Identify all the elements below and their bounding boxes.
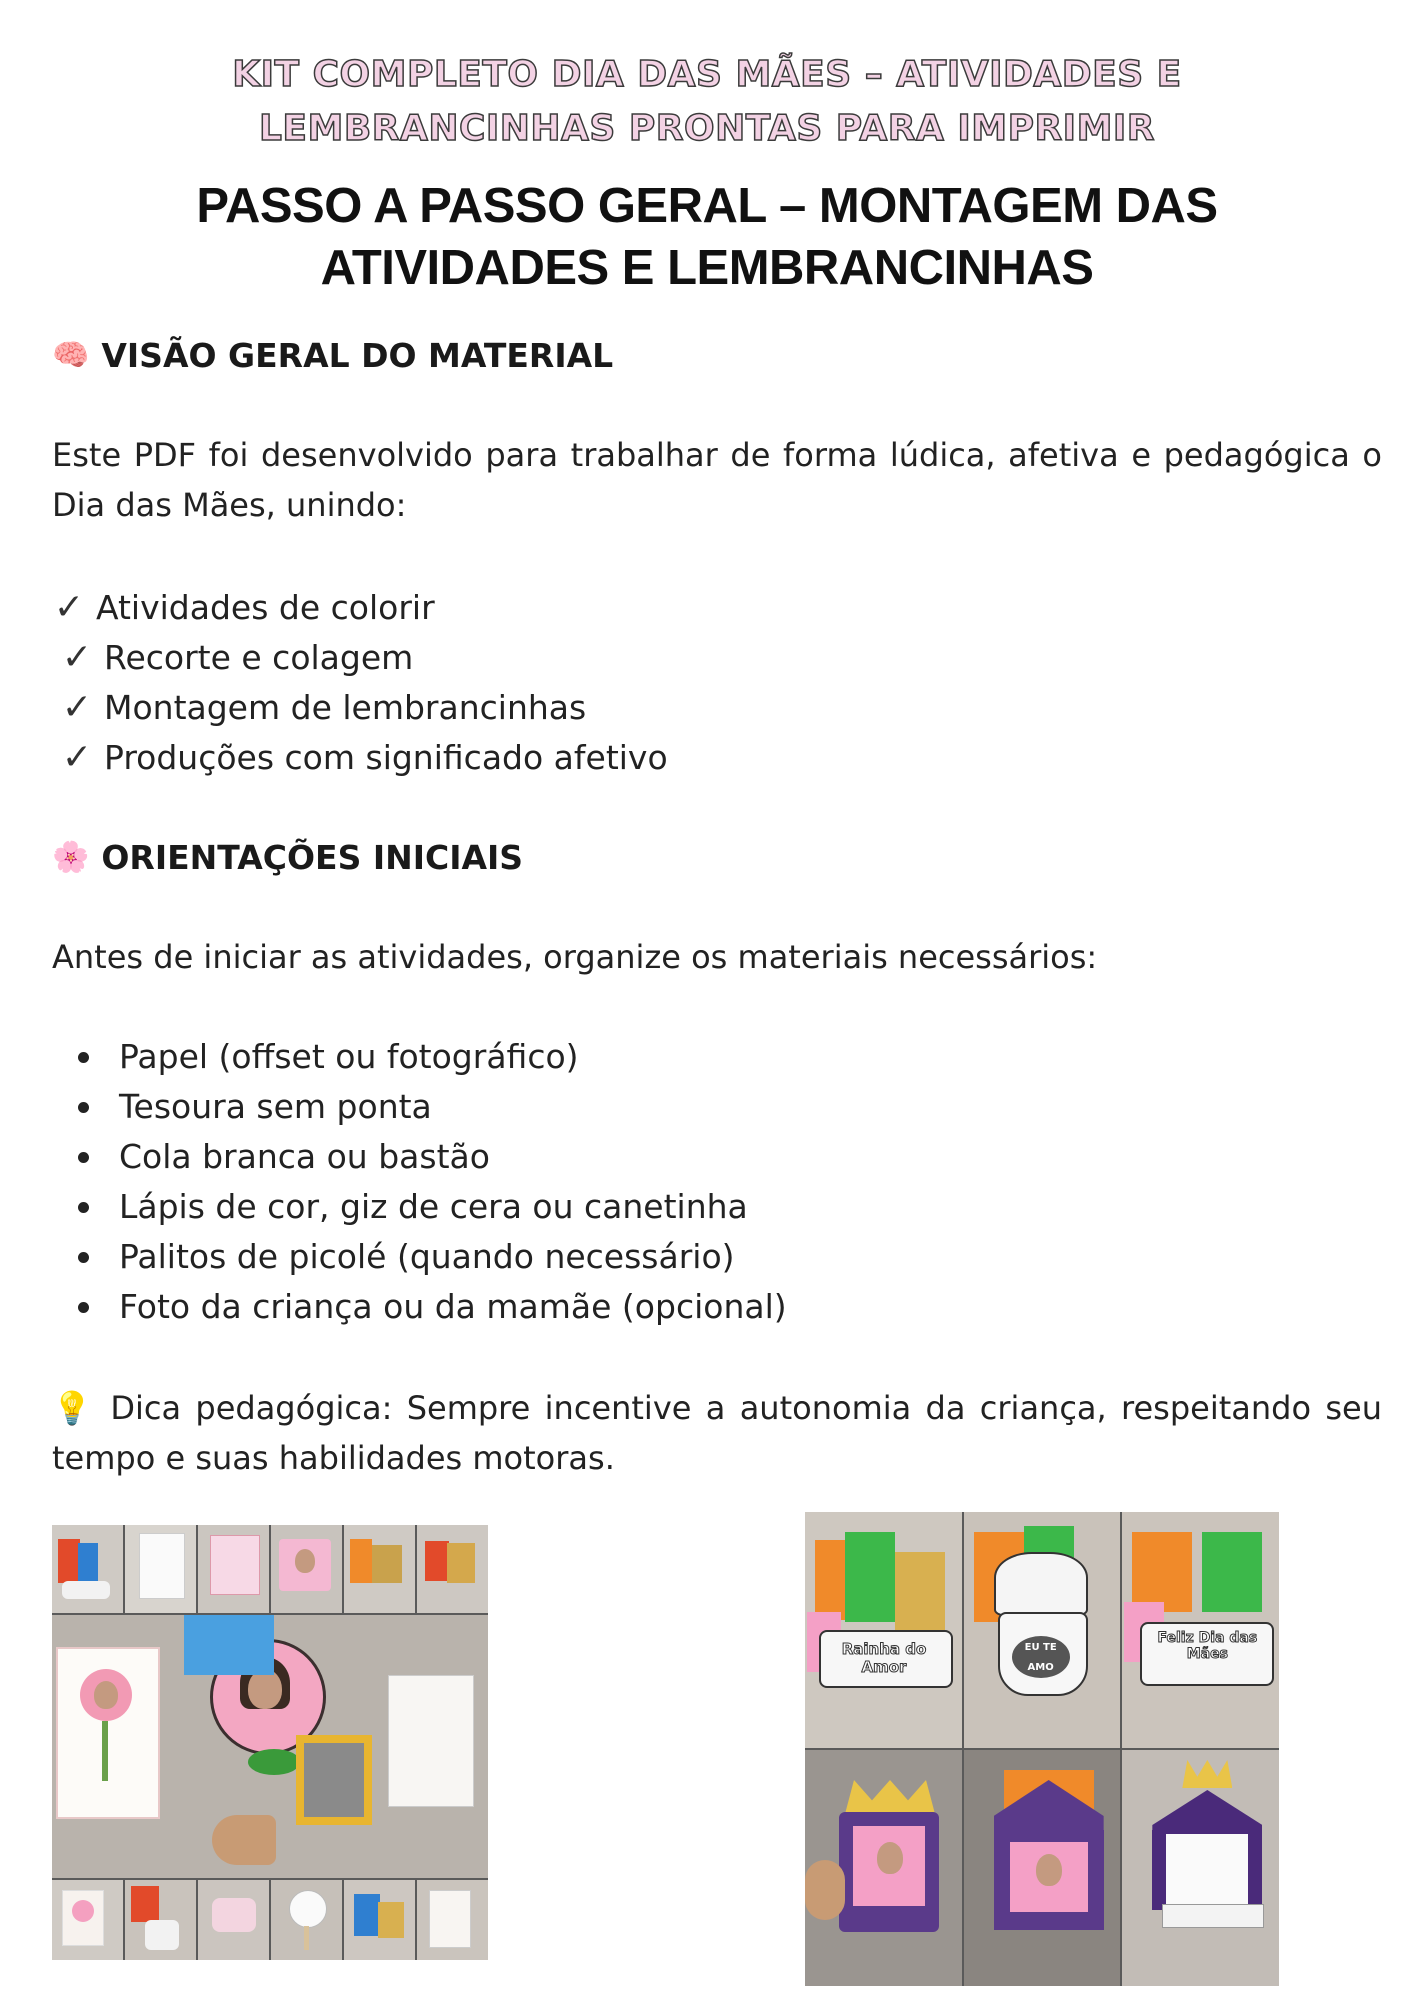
check-icon: ✓ [53, 587, 85, 628]
list-item: Foto da criança ou da mamãe (opcional) [78, 1282, 787, 1332]
overview-intro: Este PDF foi desenvolvido para trabalhar de forma lúdica, afetiva e pedagógica o Dia das Mães, unindo: [52, 436, 1382, 524]
collage-photo [52, 1880, 123, 1960]
kit-title-line-2: LEMBRANCINHAS PRONTAS PARA IMPRIMIR [258, 108, 1156, 149]
overview-heading [52, 336, 613, 375]
list-item: Palitos de picolé (quando necessário) [78, 1232, 787, 1282]
tip-text: Dica pedagógica: Sempre incentive a autonomia da criança, respeitando seu tempo e suas habilidades motoras. [52, 1389, 1383, 1477]
list-item: ✓ Atividades de colorir [52, 583, 668, 633]
page-title-line-1: PASSO A PASSO GERAL – MONTAGEM DAS [196, 179, 1218, 233]
bullet-icon [78, 1152, 89, 1163]
list-item: Papel (offset ou fotográfico) [78, 1032, 787, 1082]
initial-intro: Antes de iniciar as atividades, organize os materiais necessários: [52, 938, 1098, 976]
materials-list [78, 1032, 787, 1332]
check-icon: ✓ [61, 637, 93, 678]
list-item: Tesoura sem ponta [78, 1082, 787, 1132]
bullet-icon [78, 1252, 89, 1263]
crown-label: Feliz Dia das Mães [1157, 1630, 1258, 1662]
collage-photo [125, 1525, 196, 1613]
brain-icon: 🧠 [52, 337, 90, 373]
kit-title [0, 48, 1414, 156]
right-photo-collage [805, 1512, 1279, 1986]
collage-photo [805, 1512, 962, 1748]
collage-photo [198, 1525, 269, 1613]
check-icon: ✓ [61, 687, 93, 728]
kit-title-line-1: KIT COMPLETO DIA DAS MÃES – ATIVIDADES E [232, 54, 1182, 95]
collage-photo [125, 1880, 196, 1960]
left-photo-collage [52, 1525, 488, 1960]
list-item: ✓ Montagem de lembrancinhas [52, 683, 668, 733]
collage-photo [198, 1880, 269, 1960]
list-item: ✓ Recorte e colagem [52, 633, 668, 683]
page-title [0, 175, 1414, 299]
bullet-icon [78, 1202, 89, 1213]
overview-heading-text: VISÃO GERAL DO MATERIAL [101, 336, 614, 375]
initial-heading-text: ORIENTAÇÕES INICIAIS [101, 838, 524, 877]
initial-heading [52, 838, 523, 877]
crown-label: Rainha do Amor [841, 1640, 927, 1676]
bullet-icon [78, 1102, 89, 1113]
check-icon: ✓ [61, 737, 93, 778]
list-item: Cola branca ou bastão [78, 1132, 787, 1182]
page-title-line-2: ATIVIDADES E LEMBRANCINHAS [320, 241, 1094, 295]
lightbulb-icon: 💡 [52, 1389, 96, 1427]
collage-main-photo [52, 1615, 488, 1878]
bullet-icon [78, 1052, 89, 1063]
bullet-icon [78, 1302, 89, 1313]
list-item: ✓ Produções com significado afetivo [52, 733, 668, 783]
collage-photo [964, 1750, 1121, 1986]
collage-photo [417, 1525, 488, 1613]
collage-photo [417, 1880, 488, 1960]
collage-photo [964, 1512, 1121, 1748]
vase-label: EU TE AMO [1012, 1636, 1070, 1678]
collage-photo [344, 1525, 415, 1613]
collage-photo [1122, 1512, 1279, 1748]
collage-photo [52, 1525, 123, 1613]
tip-paragraph [52, 1383, 1382, 1483]
flower-icon: 🌸 [52, 839, 90, 875]
list-item: Lápis de cor, giz de cera ou canetinha [78, 1182, 787, 1232]
overview-list [52, 583, 668, 783]
collage-photo [805, 1750, 962, 1986]
collage-photo [271, 1525, 342, 1613]
collage-photo [271, 1880, 342, 1960]
collage-photo [1122, 1750, 1279, 1986]
collage-photo [344, 1880, 415, 1960]
